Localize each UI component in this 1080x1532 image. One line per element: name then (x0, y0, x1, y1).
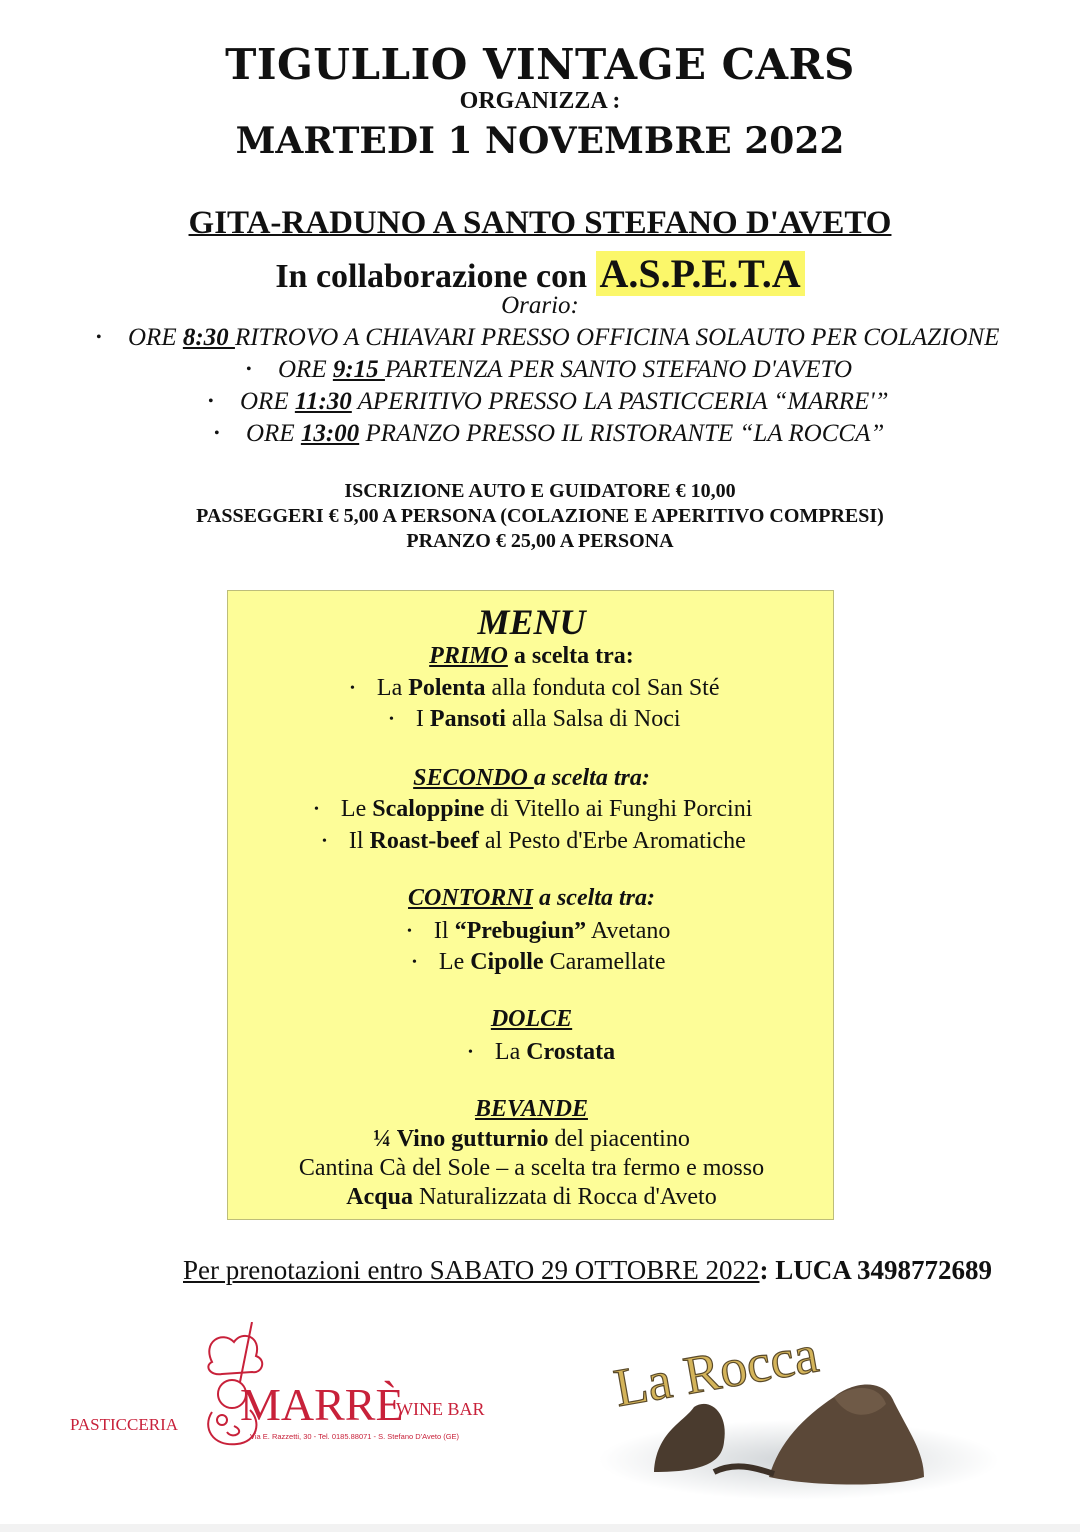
menu-section-contorni: CONTORNI a scelta tra: (408, 885, 655, 911)
fees-block (0, 479, 1080, 554)
bullet-icon: • (314, 802, 319, 817)
fee-line: ISCRIZIONE AUTO E GUIDATORE € 10,00 (344, 480, 736, 502)
bevande-line: Cantina Cà del Sole – a scelta tra fermo e mosso (298, 1155, 765, 1181)
event-title: GITA-RADUNO A SANTO STEFANO D'AVETO (188, 205, 892, 241)
bullet-icon: • (389, 712, 394, 727)
marre-name: MARRÈ (240, 1379, 404, 1430)
fee-line: PRANZO € 25,00 A PERSONA (406, 530, 674, 552)
collab-name: A.S.P.E.T.A (596, 251, 805, 296)
bullet-icon: • (96, 329, 102, 346)
schedule-text: ORE 13:00 PRANZO PRESSO IL RISTORANTE “LA ROCCA” (246, 420, 885, 447)
collab-prefix: In collaborazione con (275, 258, 587, 295)
schedule-item (0, 418, 1080, 450)
menu-section-dolce: DOLCE (490, 1006, 573, 1032)
bullet-icon: • (468, 1045, 473, 1060)
menu-item: • Il Roast-beef al Pesto d'Erbe Aromatiche (322, 828, 746, 854)
marre-left-text: PASTICCERIA (70, 1415, 179, 1434)
menu-box (227, 590, 834, 1220)
menu-section-bevande: BEVANDE (475, 1096, 588, 1122)
menu-section-primo: PRIMO a scelta tra: (429, 643, 634, 669)
rocca-name: La Rocca (609, 1323, 823, 1419)
bullet-icon: • (208, 393, 214, 410)
schedule-text: ORE 9:15 PARTENZA PER SANTO STEFANO D'AVETO (278, 356, 853, 383)
org-title: TIGULLIO VINTAGE CARS (225, 40, 855, 89)
menu-item: • Il “Prebugiun” Avetano (407, 918, 671, 944)
page-bottom-edge (0, 1524, 1080, 1532)
la-rocca-logo (594, 1322, 1024, 1507)
bullet-icon: • (412, 955, 417, 970)
schedule-text: ORE 8:30 RITROVO A CHIAVARI PRESSO OFFICINA SOLAUTO PER COLAZIONE (128, 324, 1000, 351)
schedule-item (0, 354, 1080, 386)
menu-item: • I Pansoti alla Salsa di Noci (389, 706, 681, 732)
marre-logo (62, 1322, 492, 1462)
schedule-text: ORE 11:30 APERITIVO PRESSO LA PASTICCERIA “MARRE'” (240, 388, 889, 415)
marre-right-text: WINE BAR (396, 1399, 485, 1419)
bullet-icon: • (214, 425, 220, 442)
booking-contact: LUCA 3498772689 (775, 1255, 992, 1285)
bevande-line: Acqua Naturalizzata di Rocca d'Aveto (346, 1184, 717, 1210)
menu-item: • La Polenta alla fonduta col San Sté (350, 675, 720, 701)
fee-line: PASSEGGERI € 5,00 A PERSONA (COLAZIONE E APERITIVO COMPRESI) (196, 505, 884, 527)
schedule-item (0, 386, 1080, 418)
bullet-icon: • (407, 924, 412, 939)
menu-section-secondo: SECONDO a scelta tra: (413, 765, 650, 791)
bullet-icon: • (246, 361, 252, 378)
booking-line: Per prenotazioni entro SABATO 29 OTTOBRE 2022: LUCA 3498772689 (183, 1255, 992, 1285)
menu-item: • Le Scaloppine di Vitello ai Funghi Porcini (314, 796, 753, 822)
bullet-icon: • (350, 681, 355, 696)
marre-address: Via E. Razzetti, 30 - Tel. 0185.88071 - S. Stefano D'Aveto (GE) (250, 1432, 460, 1441)
event-date: MARTEDI 1 NOVEMBRE 2022 (235, 120, 845, 162)
schedule-list (0, 322, 1080, 450)
collaboration-line (0, 250, 1080, 297)
bullet-icon: • (322, 834, 327, 849)
menu-title: MENU (477, 602, 586, 642)
menu-item: • Le Cipolle Caramellate (412, 949, 666, 975)
orario-label: Orario: (501, 292, 579, 319)
schedule-item (0, 322, 1080, 354)
bevande-line: ¼ Vino gutturnio del piacentino (373, 1126, 690, 1152)
menu-item: • La Crostata (468, 1039, 616, 1065)
org-subtitle: ORGANIZZA : (459, 88, 621, 114)
